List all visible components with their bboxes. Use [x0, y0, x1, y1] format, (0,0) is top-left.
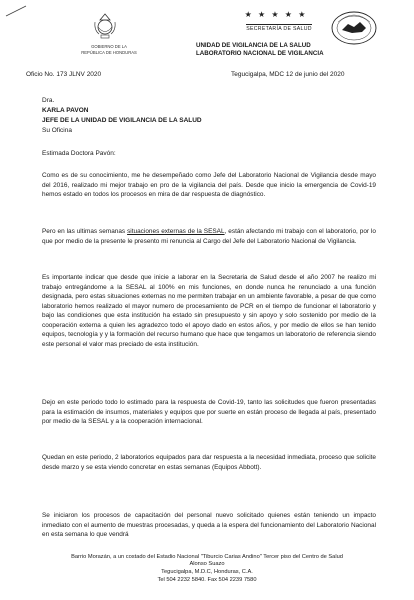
footer-address-line2: Alonso Suazo	[189, 561, 225, 567]
recipient-title: Dra.	[42, 97, 55, 104]
ministry-rule	[246, 24, 312, 25]
gov-caption-line2: REPÚBLICA DE HONDURAS	[81, 49, 137, 55]
oficio-number: Oficio No. 173 JLNV 2020	[26, 71, 102, 78]
recipient-name: KARLA PAVON	[42, 107, 89, 114]
paragraph-1: Como es de su conocimiento, me he desempeñado como Jefe del Laboratorio Nacional de Vigilancia desde mayo del 2016, realizado mi mejor trabajo en pro de la vigilancia del país. Desde que inicio la emergencia de Covid-19 hemos estado en todos los procesos en mira de dar respuesta de diagnóstico.	[42, 172, 376, 198]
footer-phone: Tel 504 2232 5840. Fax 504 2239 7580	[157, 577, 257, 583]
secretaria-title: SECRETARÍA DE SALUD	[246, 26, 312, 32]
footer-city: Tegucigalpa, M.D.C, Honduras, C.A.	[161, 569, 253, 575]
recipient-position: JEFE DE LA UNIDAD DE VIGILANCIA DE LA SALUD	[42, 117, 202, 124]
unit-heading-line2: LABORATORIO NACIONAL DE VIGILANCIA	[196, 50, 324, 57]
gov-caption-line1: GOBIERNO DE LA	[91, 44, 127, 49]
paragraph-3: Es importante indicar que desde que inicie a laborar en la Secretaria de Salud desde el año 2007 he realizo mi trabajo entregándome a la SESAL al 100% en mis funciones, en donde nunca he renunciado a una función designada, pero estas situaciones externas no me permiten trabajar en un ambiente favorable, a pesar de que como laboratorio hemos realizado el mayor numero de procesamiento de PCR en el tiempo de funcionar el laboratorio y bajo las condiciones que esta institución ha estado sin presupuesto y sin apoyo y solo sostenido por medio de la cooperación externa a quien les agradezco todo el apoyo dado en estos años, y por medio de ellos se han tenido equipos, tecnología y y la formación del recurso humano que hace que tengamos un laboratorio de referencia siendo este personal el valor mas preciado de esta institución.	[42, 274, 376, 348]
letter-date: Tegucigalpa, MDC 12 de junio del 2020	[231, 71, 345, 78]
paragraph-6: Se iniciaron los procesos de capacitación del personal nuevo solicitado quienes están teniendo un impacto inmediato con el aumento de muestras procesadas, y queda a la espera del funcionamiento del Laboratorio Nacional en esta semana lo que vendrá	[42, 512, 376, 538]
laboratory-seal-logo	[330, 10, 378, 46]
paragraph-2	[42, 227, 376, 246]
paragraph-5: Quedan en este periodo, 2 laboratorios equipados para dar respuesta a la necesidad inmediata, proceso que solicite desde marzo y se esta viendo concretar en estas semanas (Equipos Abbott).	[42, 454, 376, 471]
unit-heading-line1: UNIDAD DE VIGILANCIA DE LA SALUD	[196, 42, 311, 49]
ministry-stars: ★ ★ ★ ★ ★	[244, 10, 308, 19]
pen-stroke-mark	[4, 4, 44, 18]
underlined-phrase: situaciones externas de la SESAL	[127, 228, 225, 235]
honduras-coat-of-arms-logo	[92, 12, 118, 40]
paragraph-2-start: Pero en las ultimas semanas	[42, 228, 128, 235]
paragraph-4: Dejo en este periodo todo lo estimado para la respuesta de Covid-19, tanto las solicitudes que fueron presentadas para la estimación de insumos, materiales y equipos que por suerte en están proceso de llegada al país, presentado por medio de la SESAL y a la cooperación internacional.	[42, 399, 376, 425]
footer-address-line1: Barrio Morazán, a un costado del Estadio Nacional "Tiburcio Carias Andino" Tercer piso del Centro de Salud	[71, 554, 343, 560]
recipient-office: Su Oficina	[42, 127, 72, 134]
paragraph-2-end: , están afectando mi trabajo con el laboratorio, por lo que por medio de la presente le presento mi renuncia al Cargo del Jefe del Laboratorio Nacional de Vigilancia.	[42, 228, 376, 245]
salutation: Estimada Doctora Pavón:	[42, 150, 116, 157]
government-logo-caption	[80, 44, 138, 55]
